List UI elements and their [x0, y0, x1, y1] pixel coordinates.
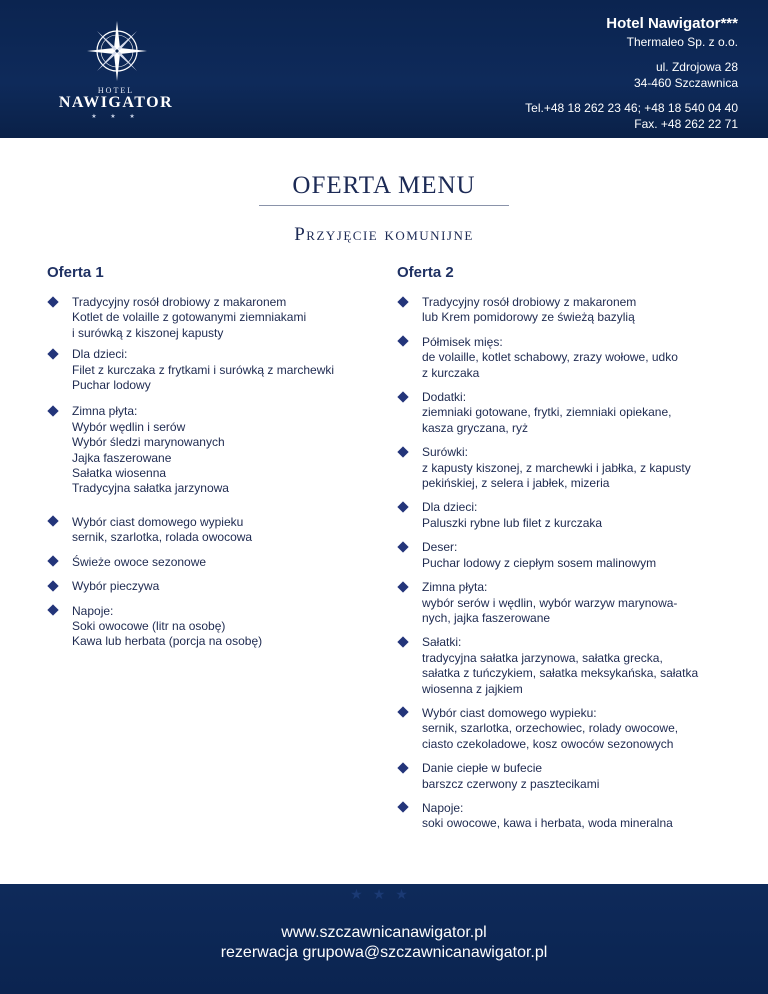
- diamond-bullet-icon: [397, 581, 408, 592]
- menu-item-line: z kurczaka: [422, 365, 480, 380]
- menu-item: [397, 445, 737, 491]
- menu-item-line: Wybór ciast domowego wypieku: [72, 514, 244, 529]
- offer-2-heading: Oferta 2: [397, 264, 454, 281]
- menu-item-line: Dla dzieci:: [72, 347, 128, 362]
- offer-2-column: [397, 264, 737, 832]
- menu-item: [397, 580, 737, 626]
- diamond-bullet-icon: [397, 707, 408, 718]
- menu-item: [397, 335, 737, 381]
- menu-item-line: Tradycyjna sałatka jarzynowa: [72, 481, 229, 496]
- menu-item-line: Kotlet de volaille z gotowanymi ziemniakami: [72, 310, 307, 325]
- menu-item: [47, 579, 377, 594]
- menu-item-line: Paluszki rybne lub filet z kurczaka: [422, 515, 603, 530]
- menu-item-line: Wybór pieczywa: [72, 579, 160, 594]
- menu-item: [47, 347, 377, 393]
- diamond-bullet-icon: [47, 348, 58, 359]
- menu-item-line: pekińskiej, z selera i jabłek, mizeria: [422, 476, 610, 491]
- diamond-bullet-icon: [47, 580, 58, 591]
- menu-item-line: Soki owocowe (litr na osobę): [72, 618, 226, 633]
- menu-item-line: wybór serów i wędlin, wybór warzyw marynowa-: [422, 595, 678, 610]
- menu-item-line: Dla dzieci:: [422, 500, 478, 515]
- menu-item-line: nych, jajka faszerowane: [422, 610, 551, 625]
- menu-item-line: Danie ciepłe w bufecie: [422, 761, 543, 776]
- menu-item-line: ziemniaki gotowane, frytki, ziemniaki opiekane,: [422, 405, 672, 420]
- menu-item-line: Kawa lub herbata (porcja na osobę): [72, 634, 263, 649]
- menu-item-line: Tradycyjny rosół drobiowy z makaronem: [422, 295, 637, 309]
- diamond-bullet-icon: [397, 541, 408, 552]
- diamond-bullet-icon: [397, 296, 408, 307]
- menu-item-line: Puchar lodowy z ciepłym sosem malinowym: [422, 555, 657, 570]
- hotel-logo: [46, 20, 186, 120]
- menu-item: [397, 540, 737, 571]
- title-divider: [259, 205, 509, 206]
- footer-banner: [0, 884, 768, 994]
- menu-item-line: Wybór wędlin i serów: [72, 419, 186, 434]
- menu-item-line: Wybór śledzi marynowanych: [72, 435, 225, 450]
- menu-item-line: Sałatka wiosenna: [72, 466, 167, 481]
- footer-stars: ★★★: [350, 886, 418, 902]
- logo-stars: ★ ★ ★: [91, 114, 141, 120]
- offer-1-column: [47, 264, 377, 650]
- diamond-bullet-icon: [397, 336, 408, 347]
- menu-item: [397, 801, 737, 832]
- menu-item-line: Świeże owoce sezonowe: [72, 554, 207, 569]
- menu-item-line: Jajka faszerowane: [72, 450, 172, 465]
- fax-number: Fax. +48 262 22 71: [634, 117, 738, 131]
- menu-item: [47, 604, 377, 650]
- menu-item-line: de volaille, kotlet schabowy, zrazy wołowe, udko: [422, 350, 678, 365]
- menu-item: [47, 295, 377, 341]
- menu-item-line: sernik, szarlotka, orzechowiec, rolady owocowe,: [422, 721, 679, 736]
- menu-item-line: z kapusty kiszonej, z marchewki i jabłka, z kapusty: [422, 460, 691, 475]
- page-title: OFERTA MENU: [292, 172, 476, 199]
- menu-item: [397, 500, 737, 531]
- email-link[interactable]: rezerwacja grupowa@szczawnicanawigator.pl: [220, 944, 548, 961]
- offer-1-list: [47, 295, 377, 650]
- menu-item: [47, 555, 377, 570]
- diamond-bullet-icon: [47, 516, 58, 527]
- menu-item-line: Deser:: [422, 540, 458, 555]
- menu-item: [47, 515, 377, 546]
- diamond-bullet-icon: [397, 446, 408, 457]
- menu-item: [397, 706, 737, 752]
- menu-item: [397, 761, 737, 792]
- compass-rose-icon: [86, 20, 148, 82]
- diamond-bullet-icon: [397, 802, 408, 813]
- menu-item-line: Tradycyjny rosół drobiowy z makaronem: [72, 295, 287, 309]
- diamond-bullet-icon: [47, 605, 58, 616]
- menu-item-line: kasza gryczana, ryż: [422, 420, 529, 435]
- menu-item-line: ciasto czekoladowe, kosz owoców sezonowych: [422, 736, 674, 751]
- menu-item-line: sernik, szarlotka, rolada owocowa: [72, 530, 253, 545]
- contact-block: [525, 14, 738, 132]
- diamond-bullet-icon: [397, 636, 408, 647]
- header-banner: [0, 0, 768, 138]
- diamond-bullet-icon: [397, 501, 408, 512]
- offer-1-heading: Oferta 1: [47, 264, 104, 281]
- menu-item: [397, 295, 737, 326]
- menu-item-line: Filet z kurczaka z frytkami i surówką z marchewki: [72, 362, 335, 377]
- menu-item-line: Zimna płyta:: [72, 404, 138, 419]
- diamond-bullet-icon: [47, 556, 58, 567]
- logo-hotel-text: HOTEL: [97, 86, 135, 95]
- diamond-bullet-icon: [397, 762, 408, 773]
- menu-item: [47, 404, 377, 496]
- menu-item-line: Półmisek mięs:: [422, 334, 503, 349]
- menu-item-line: Wybór ciast domowego wypieku:: [422, 705, 597, 720]
- menu-item-line: Sałatki:: [422, 635, 462, 650]
- website-link[interactable]: www.szczawnicanawigator.pl: [281, 924, 487, 941]
- hotel-name: Hotel Nawigator***: [606, 15, 738, 32]
- menu-item-line: Napoje:: [72, 603, 114, 618]
- menu-item: [397, 390, 737, 436]
- menu-item-line: Dodatki:: [422, 390, 467, 405]
- menu-item-line: Zimna płyta:: [422, 580, 488, 595]
- menu-item: [397, 635, 737, 697]
- menu-item-line: lub Krem pomidorowy ze świeżą bazylią: [422, 310, 635, 325]
- menu-item-line: sałatka z tuńczykiem, sałatka meksykańska, sałatka: [422, 666, 699, 681]
- menu-item-line: barszcz czerwony z pasztecikami: [422, 776, 600, 791]
- menu-item-line: wiosenna z jajkiem: [422, 681, 523, 696]
- menu-item-line: i surówką z kiszonej kapusty: [72, 325, 224, 340]
- menu-item-line: tradycyjna sałatka jarzynowa, sałatka grecka,: [422, 650, 663, 665]
- page-subtitle: Przyjęcie komunijne: [294, 224, 474, 245]
- menu-item-line: Puchar lodowy: [72, 378, 151, 393]
- address-city: 34-460 Szczawnica: [633, 76, 738, 90]
- company-name: Thermaleo Sp. z o.o.: [626, 35, 738, 49]
- offer-2-list: [397, 295, 737, 832]
- diamond-bullet-icon: [397, 391, 408, 402]
- address-street: ul. Zdrojowa 28: [655, 60, 738, 74]
- diamond-bullet-icon: [47, 296, 58, 307]
- menu-item-line: soki owocowe, kawa i herbata, woda mineralna: [422, 816, 673, 831]
- menu-item-line: Napoje:: [422, 800, 464, 815]
- logo-name-text: NAWIGATOR: [58, 94, 174, 111]
- diamond-bullet-icon: [47, 405, 58, 416]
- menu-item-line: Surówki:: [422, 445, 469, 460]
- phone-numbers: Tel.+48 18 262 23 46; +48 18 540 04 40: [525, 101, 738, 115]
